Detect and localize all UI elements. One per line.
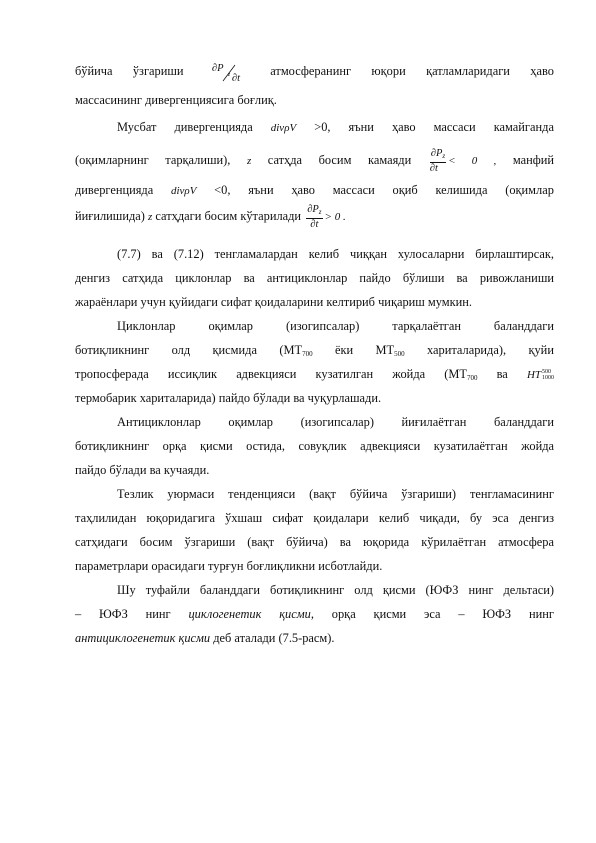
word: Циклонлар (117, 319, 176, 333)
partial-derivative-pz-dt (204, 62, 250, 82)
word: баланддаги (493, 319, 554, 333)
word: ва (496, 367, 508, 381)
word: Мусбат (117, 120, 157, 134)
word: адвекцияси (236, 367, 297, 381)
word: қатламларидаги (426, 63, 510, 78)
math-dP: ∂P (307, 204, 319, 216)
word: яъни (248, 183, 274, 197)
word: юқори (371, 63, 406, 78)
text-line (75, 366, 554, 386)
word: <0, (214, 183, 231, 197)
math-z: z (246, 155, 252, 167)
word: ҳаво (391, 120, 416, 134)
word: МТ (375, 343, 395, 357)
math-div-rho-v: divρV (170, 185, 197, 197)
word: ҳаво (291, 183, 315, 197)
text-line: Тезлик уюрмаси тенденцияси (вақт бўйича ўзгариши) тенгламасининг (117, 487, 554, 501)
word: сатҳдаги босим кўтарилади (155, 209, 302, 223)
word: (МТ (444, 367, 467, 381)
word: жойда (392, 367, 426, 381)
text-line: ботиқликнинг орқа қисми остида, совуқлик адвекцияси кузатилаётган жойда (75, 439, 554, 453)
text-line: жараёнлари учун қуйидаги сифат қоидаларини келтириб чиқариш мумкин. (75, 295, 473, 309)
math-dP: ∂P (211, 63, 224, 74)
word: ЮФЗ (482, 607, 512, 621)
word: – (75, 607, 82, 621)
text-line (75, 62, 554, 82)
subscript: 500 (394, 350, 405, 358)
math-z: z (148, 211, 153, 223)
text-line: термобарик хариталарида) пайдо бўлади ва чуқурлашади. (75, 391, 382, 405)
word: атмосферанинг (270, 63, 352, 78)
word: (изогипсалар) (300, 415, 374, 429)
word: (оқимларнинг (75, 153, 149, 167)
text-line (75, 183, 554, 198)
math-sub-z: z (442, 152, 446, 161)
word: йиғилаётган (401, 415, 467, 429)
word: келишида (435, 183, 488, 197)
fraction-dpz-dt (430, 148, 446, 174)
word: камаяди (367, 153, 412, 167)
text-line (75, 148, 554, 174)
text-line (75, 343, 554, 361)
math-dt: ∂t (231, 73, 240, 84)
word: ЮФЗ (99, 607, 128, 621)
text-line (75, 204, 554, 230)
text-line: Шу туфайли баланддаги ботиқликнинг олд қисми (ЮФЗ нинг дельтаси) (117, 583, 554, 597)
word: оқимлар (208, 319, 254, 333)
math-sub-z: z (318, 208, 322, 217)
fraction-dpz-dt (306, 204, 322, 230)
math-sub-z: z (227, 72, 231, 78)
math-dP: ∂P (430, 148, 443, 160)
word: массаси (433, 120, 476, 134)
word: нинг (528, 607, 554, 621)
word: ҳаво (530, 63, 554, 78)
word: Антициклонлар (117, 415, 201, 429)
text-line: массасининг дивергенциясига боғлиқ. (75, 93, 277, 107)
math-ht-500-1000 (527, 367, 554, 381)
text-line: денгиз сатҳида циклонлар ва антициклонлар пайдо бўлиши ва ривожланиши (75, 271, 554, 285)
math-sup-500: 500 (542, 369, 552, 376)
math-sub-1000: 1000 (542, 375, 555, 382)
subscript: 700 (302, 350, 313, 358)
word: тарқалиши), (165, 153, 231, 167)
word: (изогипсалар) (285, 319, 360, 333)
italic-term: циклогенетик қисми, (188, 607, 314, 621)
text-line: параметрлари орасидаги турғун боғлиқликни исботлайди. (75, 559, 383, 573)
text-line (75, 631, 554, 645)
word: – (458, 607, 465, 621)
word: йиғилишида) (75, 209, 145, 223)
word: нинг (145, 607, 171, 621)
text-line: пайдо бўлади ва кучаяди. (75, 463, 210, 477)
word: оқимлар (228, 415, 273, 429)
text-line (117, 319, 554, 333)
word: босим (318, 153, 352, 167)
word: ёки (334, 343, 354, 357)
math-lt-zero: < 0 , (448, 155, 497, 167)
math-ht: HT (526, 369, 542, 381)
word: орқа (331, 607, 356, 621)
word: оқиб (392, 183, 418, 197)
word: иссиқлик (167, 367, 218, 381)
word: массаси (332, 183, 375, 197)
word: эса (424, 607, 441, 621)
word: ботиқликнинг (75, 343, 150, 357)
word: қуйи (528, 343, 554, 357)
word: бўйича (75, 63, 113, 78)
word: яъни (348, 120, 374, 134)
math-div-rho-v: divρV (270, 122, 297, 134)
math-gt-zero: > 0 . (324, 211, 346, 223)
word: баланддаги (493, 415, 554, 429)
text-line: таҳлилидан юқоридагига ўхшаш сифат қоидалари келиб чиқади, бу эса денгиз (75, 511, 554, 525)
word: хариталарида), (427, 343, 507, 357)
word: (оқимлар (505, 183, 554, 197)
word: дивергенцияда (174, 120, 253, 134)
word: манфий (512, 153, 555, 167)
word: сатҳда (267, 153, 303, 167)
word: дивергенцияда (75, 183, 154, 197)
text-line (75, 607, 554, 621)
word: камайганда (493, 120, 554, 134)
word: олд (171, 343, 191, 357)
word: ўзгариши (132, 63, 184, 78)
text-line: сатҳидаги босим ўзгариши (вақт бўйича) ва юқорида кўрилаётган атмосфера (75, 535, 554, 549)
word: кузатилган (315, 367, 374, 381)
subscript: 700 (466, 374, 478, 382)
math-dt: ∂t (429, 163, 438, 175)
word: >0, (314, 120, 331, 134)
word: тарқалаётган (392, 319, 461, 333)
word: тропосферада (75, 367, 149, 381)
word: (МТ (279, 343, 303, 357)
text-line (117, 415, 554, 429)
math-dt: ∂t (310, 219, 319, 231)
word: қисмида (212, 343, 257, 357)
italic-term: антициклогенетик қисми (75, 631, 211, 645)
word: қисми (373, 607, 407, 621)
word: деб аталади (7.5-расм). (210, 631, 335, 645)
text-line: (7.7) ва (7.12) тенгламалардан келиб чиққан хулосаларни бирлаштирсак, (117, 247, 554, 261)
text-line (117, 120, 554, 135)
